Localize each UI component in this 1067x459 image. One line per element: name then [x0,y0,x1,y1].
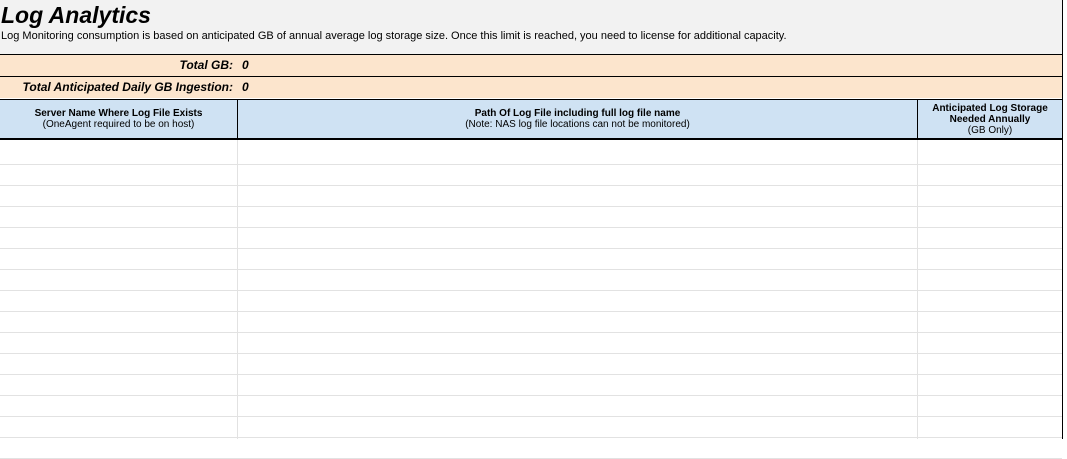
table-row [0,290,1062,310]
table-row [0,143,1062,163]
table-cell[interactable] [0,395,237,415]
table-cell[interactable] [918,353,1062,373]
table-row [0,416,1062,436]
table-cell[interactable] [0,290,237,310]
table-cell[interactable] [238,353,917,373]
column-header-log-path-title: Path Of Log File including full log file name [474,108,681,119]
table-row [0,185,1062,205]
table-cell[interactable] [238,227,917,247]
table-cell[interactable] [0,185,237,205]
table-cell[interactable] [918,185,1062,205]
table-cell[interactable] [238,311,917,331]
table-row [0,437,1062,457]
table-cell[interactable] [238,269,917,289]
table-row [0,374,1062,394]
total-gb-row [0,54,1063,76]
table-cell[interactable] [0,437,237,457]
total-gb-label: Total GB: [179,58,233,72]
sheet-right-border [1062,0,1063,439]
column-header-server-name-note: (OneAgent required to be on host) [42,119,195,130]
column-header-storage[interactable] [918,99,1063,140]
table-cell[interactable] [0,416,237,436]
table-cell[interactable] [918,311,1062,331]
table-cell[interactable] [238,206,917,226]
table-row [0,227,1062,247]
total-daily-ingestion-row [0,76,1063,98]
column-header-log-path-note: (Note: NAS log file locations can not be monitored) [465,119,690,130]
table-cell[interactable] [238,290,917,310]
table-row [0,395,1062,415]
table-cell[interactable] [918,374,1062,394]
table-cell[interactable] [0,206,237,226]
table-cell[interactable] [238,437,917,457]
column-header-storage-title: Anticipated Log Storage Needed Annually [932,102,1048,125]
table-row [0,332,1062,352]
page-subtitle: Log Monitoring consumption is based on anticipated GB of annual average log storage size. Once this limit is reached, you need to license for additional capacity. [1,30,787,42]
table-row [0,311,1062,331]
total-daily-ingestion-label: Total Anticipated Daily GB Ingestion: [22,80,233,94]
table-cell[interactable] [918,290,1062,310]
table-cell[interactable] [918,332,1062,352]
sheet-header [0,0,1063,54]
table-cell[interactable] [0,311,237,331]
table-cell[interactable] [238,185,917,205]
table-cell[interactable] [0,248,237,268]
table-cell[interactable] [238,248,917,268]
total-gb-value[interactable]: 0 [242,58,249,72]
table-cell[interactable] [0,374,237,394]
table-row [0,164,1062,184]
table-cell[interactable] [918,206,1062,226]
table-row [0,248,1062,268]
column-header-server-name[interactable] [0,99,238,140]
table-cell[interactable] [918,164,1062,184]
total-daily-ingestion-value[interactable]: 0 [242,80,249,94]
table-row [0,269,1062,289]
table-cell[interactable] [0,164,237,184]
table-cell[interactable] [0,332,237,352]
table-cell[interactable] [238,374,917,394]
column-header-storage-note: (GB Only) [967,124,1013,136]
table-cell[interactable] [918,143,1062,163]
table-row [0,353,1062,373]
table-cell[interactable] [918,437,1062,457]
table-cell[interactable] [0,353,237,373]
table-row [0,206,1062,226]
table-cell[interactable] [918,227,1062,247]
page-title: Log Analytics [1,2,151,28]
column-header-log-path[interactable] [238,99,918,140]
table-cell[interactable] [238,164,917,184]
table-cell[interactable] [918,416,1062,436]
table-cell[interactable] [918,269,1062,289]
table-cell[interactable] [238,395,917,415]
table-cell[interactable] [0,143,237,163]
table-cell[interactable] [918,395,1062,415]
table-cell[interactable] [238,332,917,352]
table-cell[interactable] [238,416,917,436]
table-cell[interactable] [918,248,1062,268]
table-cell[interactable] [0,227,237,247]
column-header-server-name-title: Server Name Where Log File Exists [34,108,203,119]
table-cell[interactable] [238,143,917,163]
table-cell[interactable] [0,269,237,289]
